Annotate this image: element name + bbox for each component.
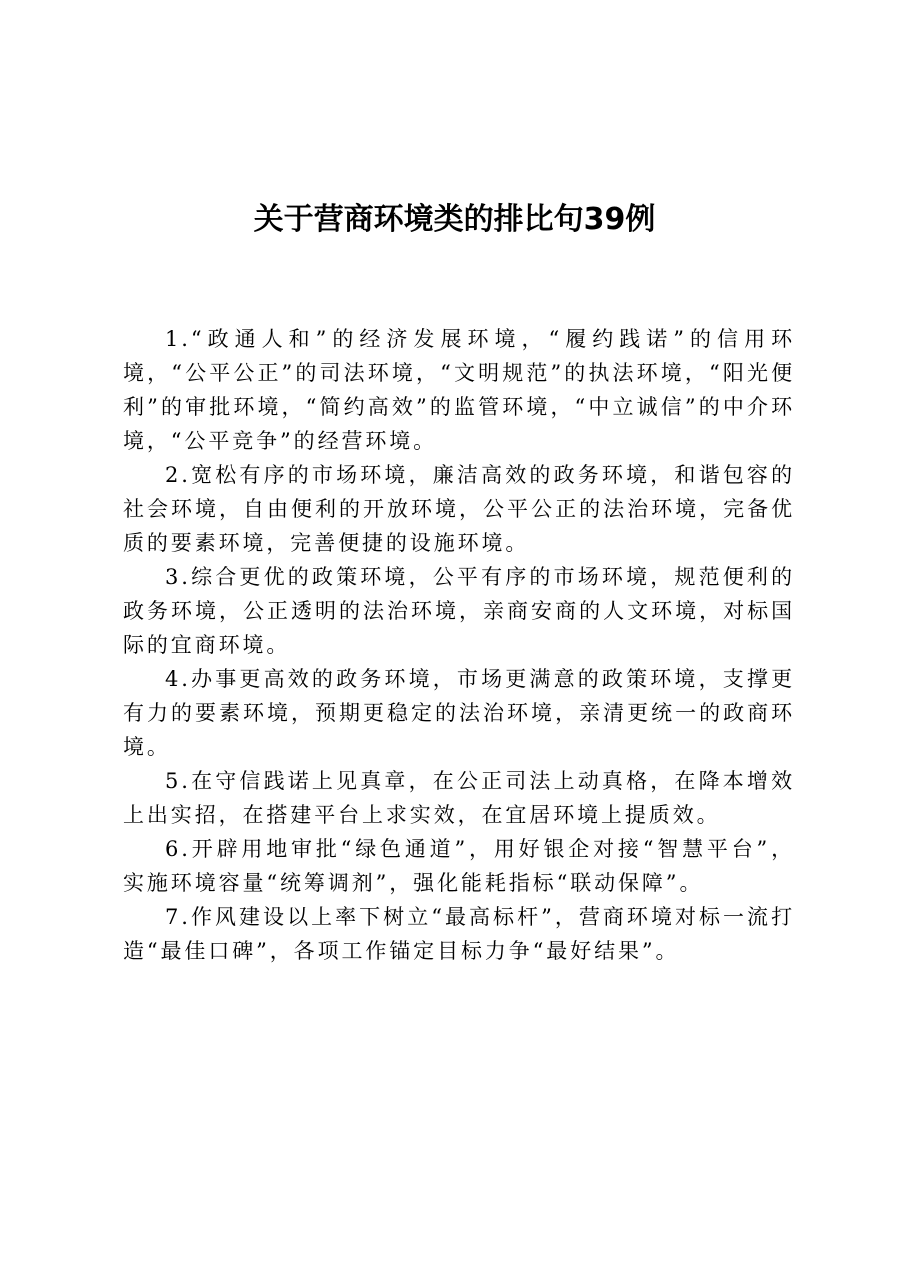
paragraph-7: 7.作风建设以上率下树立“最高标杆”，营商环境对标一流打造“最佳口碑”，各项工作锚定目标力争“最好结果”。 <box>123 905 795 963</box>
paragraph-2: 2.宽松有序的市场环境，廉洁高效的政务环境，和谐包容的社会环境，自由便利的开放环境，公平公正的法治环境，完备优质的要素环境，完善便捷的设施环境。 <box>123 463 795 555</box>
paragraph-1: 1.“政通人和”的经济发展环境，“履约践诺”的信用环境，“公平公正”的司法环境，“文明规范”的执法环境，“阳光便利”的审批环境，“简约高效”的监管环境，“中立诚信”的中介环境，“公平竞争”的经营环境。 <box>123 327 795 453</box>
document-title: 关于营商环境类的排比句39例 <box>253 202 656 237</box>
document-body <box>123 322 795 968</box>
paragraph-5: 5.在守信践诺上见真章，在公正司法上动真格，在降本增效上出实招，在搭建平台上求实效，在宜居环境上提质效。 <box>123 769 795 827</box>
paragraph-4: 4.办事更高效的政务环境，市场更满意的政策环境，支撑更有力的要素环境，预期更稳定的法治环境，亲清更统一的政商环境。 <box>123 667 795 759</box>
paragraph-3: 3.综合更优的政策环境，公平有序的市场环境，规范便利的政务环境，公正透明的法治环境，亲商安商的人文环境，对标国际的宜商环境。 <box>123 565 795 657</box>
paragraph-6: 6.开辟用地审批“绿色通道”，用好银企对接“智慧平台”，实施环境容量“统筹调剂”，强化能耗指标“联动保障”。 <box>123 837 795 895</box>
